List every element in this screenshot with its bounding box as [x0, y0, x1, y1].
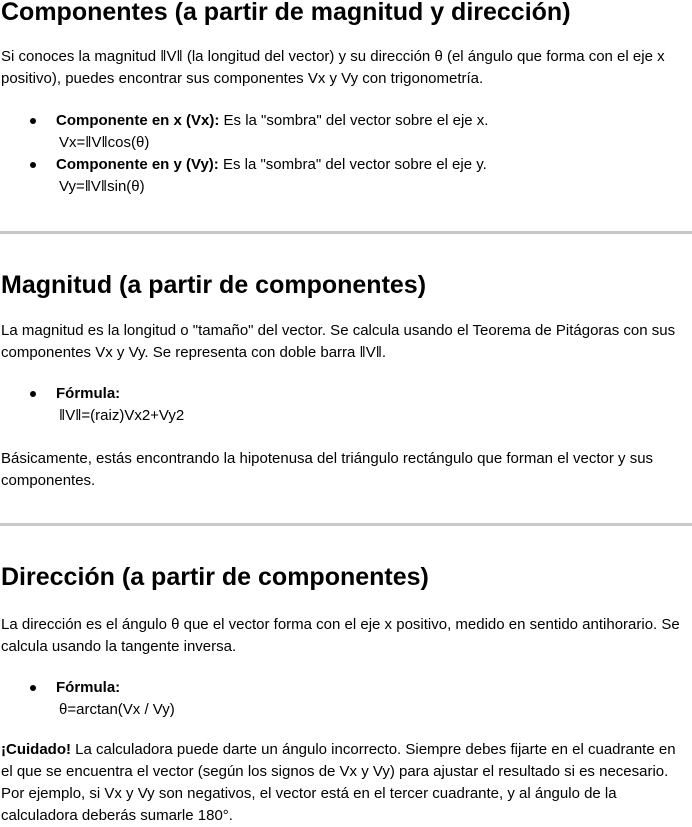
- formula-magnitud: ‖V‖=(raiz)Vx2+Vy2: [59, 407, 185, 424]
- list-item-formula-magnitud: [0, 383, 692, 427]
- item-label: Componente en x (Vx):: [56, 112, 220, 129]
- section-title-magnitud: Magnitud (a partir de componentes): [1, 271, 427, 299]
- section-title-componentes: Componentes (a partir de magnitud y dirección): [1, 0, 571, 26]
- divider: [0, 523, 692, 526]
- warning-label: ¡Cuidado!: [1, 741, 71, 758]
- magnitud-list: [0, 383, 692, 427]
- divider: [0, 231, 692, 234]
- formula-vy: Vy=‖V‖sin(θ): [59, 178, 145, 195]
- item-text: Es la "sombra" del vector sobre el eje y.: [218, 156, 487, 173]
- outro-magnitud: Básicamente, estás encontrando la hipotenusa del triángulo rectángulo que forman el vector y sus componentes.: [1, 450, 654, 489]
- list-item-formula-direccion: [0, 677, 692, 721]
- direccion-list: [0, 677, 692, 721]
- formula-vx: Vx=‖V‖cos(θ): [59, 134, 150, 151]
- formula-direccion: θ=arctan(Vx / Vy): [59, 701, 175, 718]
- warning-paragraph: [1, 739, 691, 827]
- intro-magnitud: La magnitud es la longitud o "tamaño" del vector. Se calcula usando el Teorema de Pitágoras con sus componentes Vx y Vy. Se representa con doble barra ‖V‖.: [1, 322, 676, 361]
- section-title-direccion: Dirección (a partir de componentes): [1, 563, 429, 591]
- warning-text: La calculadora puede darte un ángulo incorrecto. Siempre debes fijarte en el cuadrante en el que se encuentra el vector (según los signos de Vx y Vy) para ajustar el resultado si es necesario. Por ejemplo, si Vx y Vy son negativos, el vector está en el tercer cuadrante, y al ángulo de la calculadora deberás sumarle 180°.: [1, 741, 676, 824]
- item-label: Componente en y (Vy):: [56, 156, 219, 173]
- list-item-vy: [0, 154, 692, 198]
- componentes-list: [0, 110, 692, 198]
- intro-componentes: Si conoces la magnitud ‖V‖ (la longitud del vector) y su dirección θ (el ángulo que forma con el eje x positivo), puedes encontrar sus componentes Vx y Vy con trigonometría.: [1, 48, 665, 87]
- intro-direccion: La dirección es el ángulo θ que el vector forma con el eje x positivo, medido en sentido antihorario. Se calcula usando la tangente inversa.: [1, 616, 680, 655]
- formula-label: Fórmula:: [56, 385, 121, 402]
- list-item-vx: [0, 110, 692, 154]
- formula-label: Fórmula:: [56, 679, 121, 696]
- item-text: Es la "sombra" del vector sobre el eje x.: [219, 112, 489, 129]
